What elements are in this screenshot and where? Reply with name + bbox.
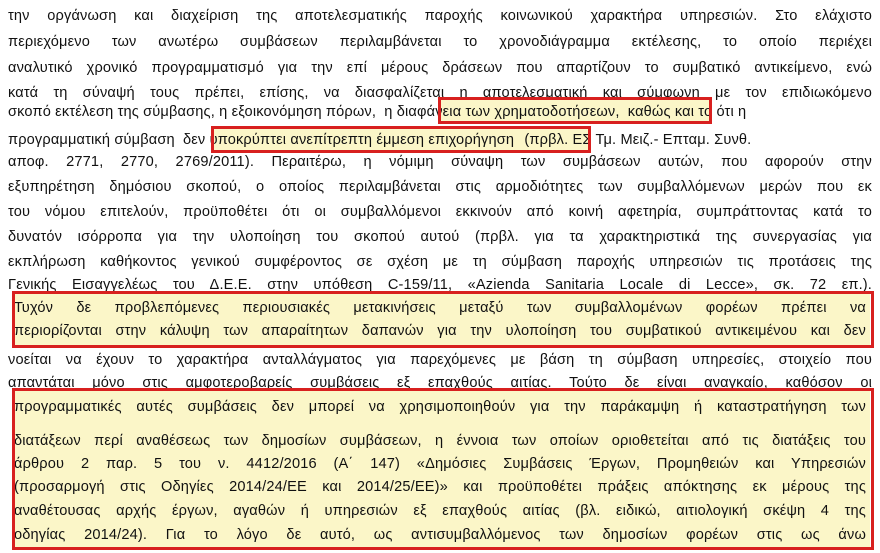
highlighted-phrase-subsidy: δεν υποκρύπτει ανεπίτρεπτη έμμεση επιχορήγηση — [182, 132, 515, 148]
text-line: απαντάται μόνο στις αμφοτεροβαρείς συμβάσεις εξ επαχθούς αιτίας. Τούτο δε είναι αναγκαίο, καθόσον οι — [8, 375, 872, 391]
highlighted-text-line: περιορίζονται στην κάλυψη των απαραίτητων δαπανών για την υλοποίηση του συμβατικού αντικειμένου και δεν — [14, 323, 866, 339]
text-line: Γενικής Εισαγγελέως του Δ.Ε.Ε. στην υπόθεση C-159/11, «Azienda Sanitaria Locale di Lecce», σκ. 72 επ.). — [8, 277, 872, 293]
text-segment: καθώς και το ότι η — [627, 104, 747, 120]
highlighted-text-line: αναθέτουσας αρχής έργων, αγαθών ή υπηρεσιών εξ επαχθούς αιτίας (βλ. ειδικώ, αιτιολογική σκέψη 4 της — [14, 503, 866, 519]
annotation-box-paragraph-1 — [12, 291, 874, 348]
annotation-box-subsidy — [211, 126, 591, 153]
highlighted-text-line: προγραμματικές αυτές συμβάσεις δεν μπορεί να χρησιμοποιηθούν για την παράκαμψη ή καταστρατήγηση των — [14, 399, 866, 415]
text-segment: (πρβλ. ΕΣ Τμ. Μειζ.- Επταμ. Συνθ. — [524, 132, 752, 148]
annotation-box-transparency — [438, 97, 712, 124]
text-line: του νόμου επιτελούν, προϋποθέτει ότι οι συμβαλλόμενοι εκκινούν από κοινή αφετηρία, συμπράττοντας κατά το — [8, 204, 872, 220]
text-line: κατά τη σύναψή τους πρέπει, επίσης, να διασφαλίζεται η αποτελεσματική και σύμφωνη με τον επιδιωκόμενο — [8, 85, 872, 101]
annotation-box-paragraph-2 — [12, 388, 874, 550]
text-line: αναλυτικό χρονικό προγραμματισμό για την επί μέρους δράσεων που απαρτίζουν το συμβατικό αντικείμενο, ενώ — [8, 60, 872, 76]
text-segment: σκοπό εκτέλεση της σύμβασης, η εξοικονόμηση πόρων, — [8, 104, 377, 120]
highlighted-text-line: (προσαρμογή στις Οδηγίες 2014/24/ΕΕ και 2014/25/ΕΕ)» και προϋποθέτει πράξεις απόκτησης εκ μέρους της — [14, 479, 866, 495]
text-line: εξυπηρέτηση δημόσιου σκοπού, ο οποίος περιλαμβάνεται στις αρμοδιότητες των συμβαλλόμενων μερών που εκ — [8, 179, 872, 195]
text-line: περιεχόμενο των ανωτέρω συμβάσεων περιλαμβάνεται το χρονοδιάγραμμα εκτέλεσης, το οποίο περιέχει — [8, 34, 872, 50]
highlighted-text-line: διατάξεων περί αναθέσεως των δημοσίων συμβάσεων, η έννοια των οποίων οριοθετείται από τις διατάξεις του — [14, 433, 866, 449]
text-line: εκπλήρωση καθήκοντος γενικού συμφέροντος σε σχέση με τη σύμβαση παροχής υπηρεσιών τις προτάσεις της — [8, 254, 872, 270]
text-line: την οργάνωση και διαχείριση της αποτελεσματικής παροχής κοινωνικού χαρακτήρα υπηρεσιών. Στο ελάχιστο — [8, 8, 872, 24]
highlighted-text-line: άρθρου 2 παρ. 5 του ν. 4412/2016 (Α΄ 147) «Δημόσιες Συμβάσεις Έργων, Προμηθειών και Υπηρεσιών — [14, 456, 866, 472]
highlighted-text-line: οδηγίας 2014/24). Για το λόγο δε αυτό, ως αντισυμβαλλόμενος των δημοσίων φορέων στις ως άνω — [14, 527, 866, 543]
highlighted-phrase-transparency: η διαφάνεια των χρηματοδοτήσεων, — [384, 104, 620, 120]
text-segment: προγραμματική σύμβαση — [8, 132, 175, 148]
text-line: δυνατόν ισόρροπα για την υλοποίηση του σκοπού αυτού (πρβλ. για τα χαρακτηριστικά της συνεργασίας για — [8, 229, 872, 245]
text-line: αποφ. 2771, 2770, 2769/2011). Περαιτέρω, η νόμιμη σύναψη των συμβάσεων αυτών, που αφορούν στην — [8, 154, 872, 170]
highlighted-text-line: Τυχόν δε προβλεπόμενες περιουσιακές μετακινήσεις μεταξύ των συμβαλλομένων φορέων πρέπει να — [14, 300, 866, 316]
text-line: νοείται να έχουν το χαρακτήρα ανταλλάγματος για παρεχόμενες με βάση τη σύμβαση υπηρεσίες, στοιχείο που — [8, 352, 872, 368]
